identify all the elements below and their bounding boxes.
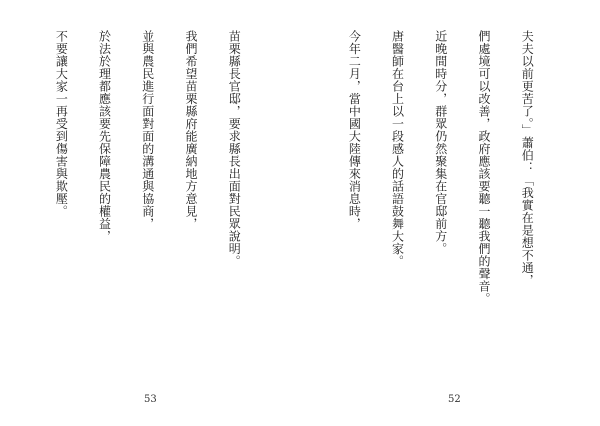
right-page-text xyxy=(341,30,563,330)
text-column: 今年二月，當中國大陸傳來消息時， xyxy=(347,30,362,230)
left-page-text xyxy=(44,30,270,330)
text-column: 近晚間時分，群眾仍然聚集在官邸前方。 xyxy=(433,30,448,255)
text-column: 們處境可以改善，政府應該要聽一聽我們的聲音。 xyxy=(476,30,491,305)
text-column: 唐醫師在台上以一段感人的話語鼓舞大家。 xyxy=(390,30,405,268)
text-column: 並與農民進行面對面的溝通與協商， xyxy=(140,30,155,230)
text-column: 我們希望苗栗縣府能廣納地方意見， xyxy=(183,30,198,230)
page-number: 53 xyxy=(144,394,157,405)
text-column: 不要讓大家一再受到傷害與欺壓。 xyxy=(54,30,69,218)
text-column: 於法於理都應該要先保障農民的權益， xyxy=(97,30,112,243)
text-column: 苗栗縣長官邸，要求縣長出面對民眾說明。 xyxy=(227,30,242,268)
right-page xyxy=(300,0,600,426)
page-number: 52 xyxy=(448,394,461,405)
text-column: 夫夫以前更苦了。」蕭伯：「我實在是想不通， xyxy=(520,30,535,287)
